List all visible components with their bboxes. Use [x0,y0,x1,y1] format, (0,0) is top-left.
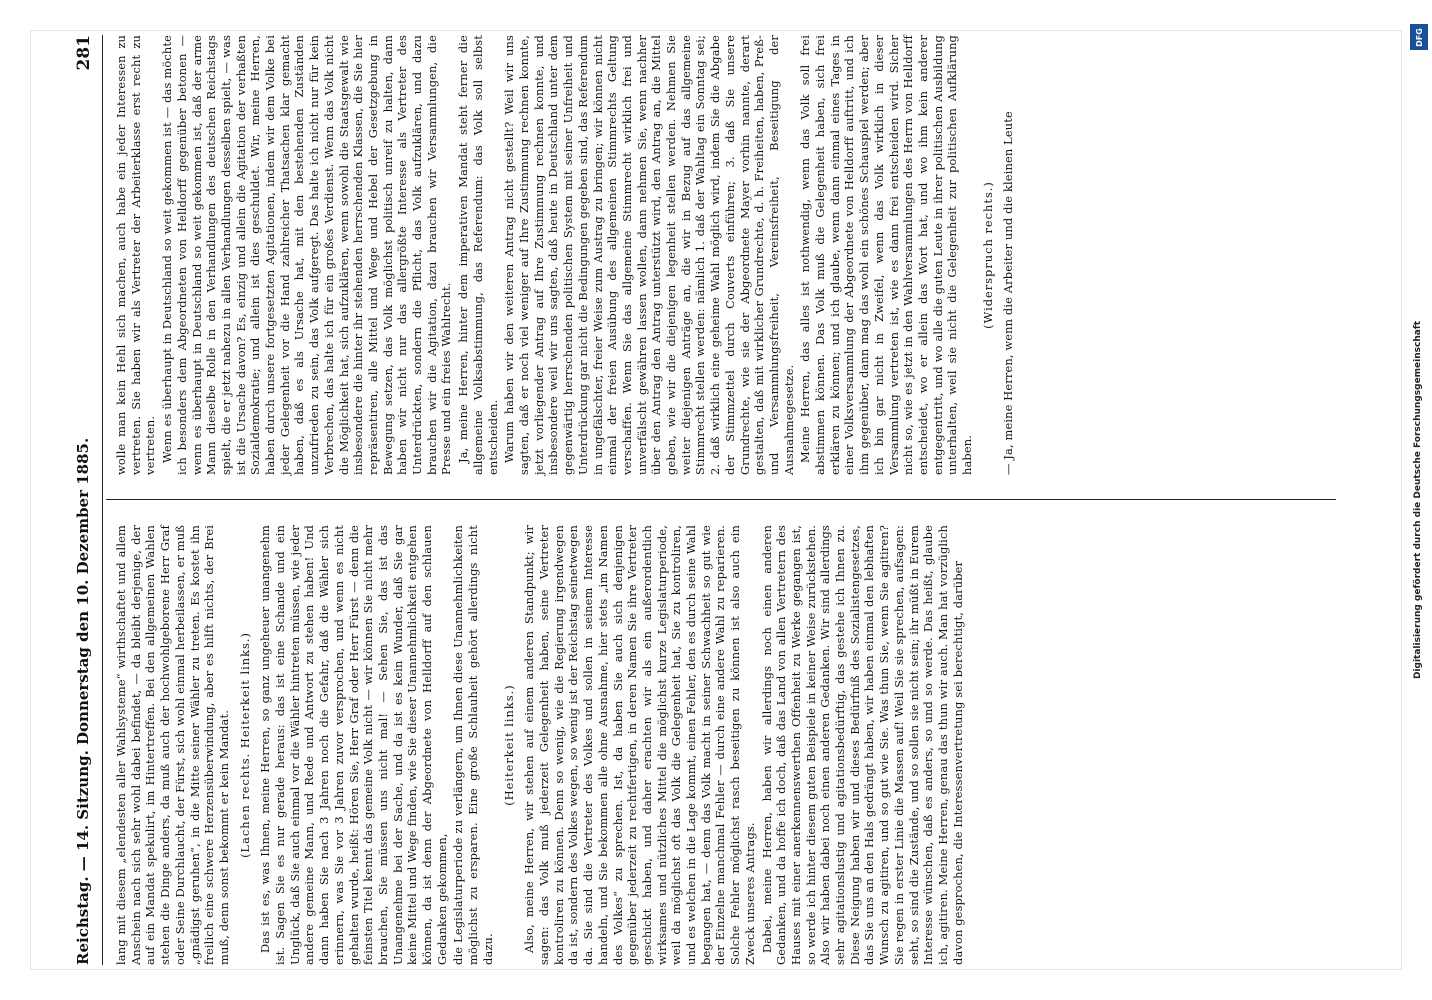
paragraph: Warum haben wir den weiteren Antrag nicht gestellt? Weil wir uns sagten, daß er noch viel weniger auf Ihre Zustimmung rechnen konnte, jetzt vorliegender Antrag auf Ihre Zustimmung rechnen konnte, und insbesondere weil wir uns sagten, daß heute in Deutschland unter dem gegenwärtig herrschenden politischen System mit seiner Unfreiheit und Unterdrückung gar nicht die Bedingungen gegeben sind, das Referendum in ungefälschter, freier Weise zum Austrag zu bringen; wir können nicht einmal der freien Ausübung des allgemeinen Stimmrechts Geltung verschaffen. Wenn Sie das allgemeine Stimmrecht wirklich frei und unverfälscht gewähren lassen wollen, dann nehmen Sie, wenn nachher über den Antrag den Antrag unterstützt wird, den Antrag an, die Mittel geben, wie wir die diejenigen legenheit stellen werden. Nehmen Sie weiter diejenigen Anträge an, die wir in Bezug auf das allgemeine Stimmrecht stellen werden: nämlich 1. daß der Wahltag ein Sonntag sei; 2. daß wirklich eine geheime Wahl möglich wird, indem Sie die Abgabe der Stimmzettel durch Couverts einführen; 3. daß Sie unsere Grundrechte, wie sie der Abgeordnete Mayer vorhin nannte, derart gestalten, daß mit wirklicher Grundrechte, d. h. Freiheiten, haben, Preß- und Versammlungsfreiheit, Vereinsfreiheit, Beseitigung der Ausnahmegesetze. [502,35,796,475]
dfg-logo: DFG [1410,24,1428,50]
running-head-title: Reichstag. — 14. Sitzung. Donnerstag den 10. Dezember 1885. [74,437,92,965]
stage-direction: (Widerspruch rechts.) [980,181,995,329]
running-head [66,35,106,965]
left-column [114,525,967,965]
digitization-note [1410,40,1426,960]
paragraph: — Ja, meine Herren, wenn die Arbeiter und die kleinen Leute [1001,111,1016,475]
paragraph: Ja, meine Herren, hinter dem imperativen Mandat steht ferner die allgemeine Volksabstimmung, das Referendum: das Volk soll selbst entscheiden. [456,35,500,475]
paragraph: die Legislaturperiode zu verlängern, um Ihnen diese Unannehmlichkeiten möglichst zu ersparen. Eine große Schlauheit gehört allerdings nicht dazu. [451,525,495,965]
rotated-page [66,35,1366,965]
paragraph: Meine Herren, das alles ist nothwendig, wenn das Volk soll frei abstimmen können. Das Volk muß die Gelegenheit haben, sich frei erklären zu können; und ich glaube, wenn dann einmal eines Tages in einer Volksversammlung der Abgeordnete von Helldorff auftritt, und ich ihm gegenüber, dann mag das wohl ein schönes Schauspiel werden; aber ich bin gar nicht in Zweifel, wenn das Volk wirklich in dieser Versammlung vertreten ist, wie es dann frei entscheiden wird. Sicher nicht so, wie es jetzt in den Wahlversammlungen des Herrn von Helldorff entscheidet, wo er allein das Wort hat, und wo ihm kein anderer entgegentritt, und wo alle die guten Leute in ihrer politischen Ausbildung unterhalten, weil sie nicht die Gelegenheit zur politischen Aufklärung haben. [798,35,975,475]
paragraph: wolle man kein Hehl sich machen, auch habe ein jeder Interessen zu vertreten. Sie haben wir als Vertreter der Arbeiterklasse erst recht zu vertreten. [114,35,158,475]
stage-direction: (Heiterkeit links.) [501,684,516,806]
paragraph: Dabei, meine Herren, haben wir allerdings noch einen anderen Gedanken, und da hoffe ich doch, daß das Land von allen Vertretern des Hauses mit einer anerkennenswerthen Offenheit zu Werke gegangen ist, so werde ich hinter diesem guten Beispiele in keiner Weise zurückstehen. Also wir haben dabei noch einen anderen Gedanken. Wir sind allerdings sehr agitationslustig und agitationsbedürftig, das gestehe ich Ihnen zu. Diese Neigung haben wir und dieses Bedürfniß des Sozialistengesetzes, das Sie uns an den Hals gedrängt haben, wir haben einmal den lebhaften Wunsch zu agitiren, und so gut wie Sie. Was thun Sie, wenn Sie agitiren? Sie regen in erster Linie die Massen auf! Weil Sie sie sprechen, aufsagen: seht, so sind die Zustände, und so sollen sie nicht sein; ihr müßt in Eurem Interesse wünschen, daß es anders, so und so werde. Das heißt, glaube ich, agitiren. Meine Herren, genau das thun wir auch. Man hat vorzüglich davon gesprochen, die Interessenvertretung sei berechtigt, darüber [759,524,965,965]
header-rule [102,35,103,965]
paragraph: Wenn es überhaupt in Deutschland so weit gekommen ist — das möchte ich besonders dem Abgeordneten von Helldorff gegenüber betonen — wenn es überhaupt in Deutschland so weit gekommen ist, daß der arme Mann dieselbe Rolle in den Verhandlungen des deutschen Reichstags spielt, die er jetzt nahezu in allen Verhandlungen desselben spielt, — was ist die Ursache davon? Es, einzig und allein die Agitation der verhaßten Sozialdemokratie; und allein ist dies geschuldet. Wir, meine Herren, haben durch unsere fortgesetzten Agitationen, indem wir dem Volke bei jeder Gelegenheit vor die Hand zahlreicher Thatsachen klar gemacht haben, daß es als Ursache hat, mit den bestehenden Zuständen unzufrieden zu sein, das Volk aufgeregt. Das halte ich nicht nur für kein Verbrechen, das halte ich für ein großes Verdienst. Wenn das Volk nicht die Möglichkeit hat, sich aufzuklären, wenn sowohl die Staatsgewalt wie insbesondere die hinter ihr stehenden herrschenden Klassen, die Sie hier repräsentiren, alle Mittel und Wege und Hebel der Gesetzgebung in Bewegung setzen, das Volk möglichst politisch unreif zu halten, dann haben wir nicht nur das allergrößte Interesse als Vertreter des Unterdrückten, sondern die Pflicht, das Volk aufzuklären, und dazu brauchen wir die Agitation, dazu brauchen wir Versammlungen, die Presse und ein freies Wahlrecht. [160,35,454,475]
right-column [114,35,1018,475]
digitization-note-text: Digitalisierung gefördert durch die Deutsche Forschungsgemeinschaft [1413,320,1423,680]
page-number: 281 [74,35,94,71]
paragraph: Das ist es, was Ihnen, meine Herren, so ganz ungeheuer unangenehm ist. Sagen Sie es nur gerade heraus: das ist eine Schande und ein Unglück, daß Sie auch einmal vor die Wähler hintreten müssen, wie jeder andere gemeine Mann, und Rede und Antwort zu stehen haben! Und dann haben Sie nach 3 Jahren noch die Gefahr, daß die Wähler sich erinnern, was Sie vor 3 Jahren zuvor versprochen, und wenn es nicht gehalten wurde, heißt: Hören Sie, Herr Graf oder Herr Fürst — denn die feinsten Titel kennt das gemeine Volk nicht — wir können Sie nicht mehr brauchen, Sie müssen uns nicht mal! — Sehen Sie, das ist das Unangenehme bei der Sache, und da ist es kein Wunder, daß Sie gar keine Mittel und Wege finden, wie Sie dieser Unannehmlichkeit entgehen können, da ist denn der Abgeordnete von Helldorff auf den schlauen Gedanken gekommen, [258,525,449,965]
stage-direction: (Lachen rechts. Heiterkeit links.) [237,632,252,858]
column-rule [106,499,1336,500]
paragraph: Also, meine Herren, wir stehen auf einem anderen Standpunkt; wir sagen: das Volk muß jederzeit Gelegenheit haben, seine Vertreter kontroliren zu können. Denn so wenig, wie die Regierung irgendwegen da ist, sondern des Volkes wegen, so wenig ist der Reichstag seinetwegen da. Sie sind die Vertreter des Volkes und sollen in seinem Interesse handeln, und Sie bekommen alle ohne Ausnahme, hier stets „im Namen des Volkes“ zu sprechen. Ist, da haben Sie auch sich denjenigen gegenüber jederzeit zu rechtfertigen, in deren Namen Sie ihre Vertreter geschickt haben, und daher erachten wir als ein außerordentlich wirksames und nützliches Mittel die möglichst kurze Legislaturperiode, weil da möglichst oft das Volk die Gelegenheit hat, Sie zu kontroliren, und es welchen in die Lage kommt, einen Fehler, den es durch seine Wahl begangen hat, — denn das Volk macht in seiner Schwachheit so gut wie der Einzelne manchmal Fehler — durch eine andere Wahl zu reparieren. Solche Fehler möglichst rasch beseitigen zu können ist also auch ein Zweck unseres Antrags. [522,525,757,965]
paragraph: lang mit diesem „elendesten aller Wahlsysteme“ wirthschaftet und allem Anschein nach sich sehr wohl dabei befindet, — da bleibt derjenige, der auf ein Mandat spekulirt, im Hintertreffen. Bei den allgemeinen Wahlen stehen die Dinge anders, da muß auch der hochwohlgeborene Herr Graf oder Seine Durchlaucht, der Fürst, sich wohl einmal herbeilassen, er muß „gnädigst geruhen“, in die Mitte seiner Wähler zu treten. Es kostet ihn freilich eine schwere Herzensüberwindung, aber es hilft nichts, der Brei muß, denn sonst bekommt er kein Mandat. [114,525,231,965]
